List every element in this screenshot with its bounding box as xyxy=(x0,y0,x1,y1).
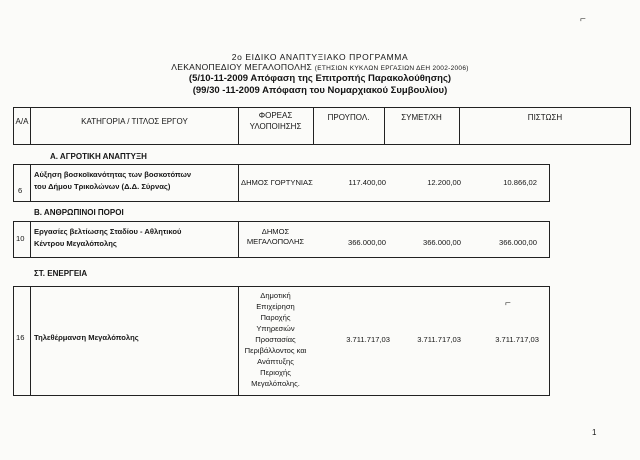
col-aa: Α/Α xyxy=(15,117,29,126)
decision-council: (99/30 -11-2009 Απόφαση του Νομαρχιακού Συμβουλίου) xyxy=(192,85,448,96)
section-title-b: Β. ΑΝΘΡΩΠΙΝΟΙ ΠΟΡΟΙ xyxy=(34,208,124,217)
row-contract: 12.200,00 xyxy=(427,178,461,187)
row-agency-line2: Επιχείρηση xyxy=(256,302,295,311)
row-agency-line7: Ανάπτυξης xyxy=(257,357,294,366)
row-contract: 366.000,00 xyxy=(422,238,461,247)
program-subtitle-main: ΛΕΚΑΝΟΠΕΔΙΟΥ ΜΕΓΑΛΟΠΟΛΗΣ xyxy=(171,62,313,72)
col-agency-l2: ΥΛΟΠΟΙΗΣΗΣ xyxy=(249,122,302,131)
col-category: ΚΑΤΗΓΟΡΙΑ / ΤΙΤΛΟΣ ΕΡΓΟΥ xyxy=(81,117,188,126)
row-credit: 366.000,00 xyxy=(498,238,537,247)
col-contract: ΣΥΜΕΤ/ΧΗ xyxy=(401,113,442,122)
row-aa: 6 xyxy=(18,186,23,195)
row-credit: 10.866,02 xyxy=(503,178,537,187)
section-title-a: Α. ΑΓΡΟΤΙΚΗ ΑΝΑΠΤΥΞΗ xyxy=(50,152,147,161)
row-agency-line1: ΔΗΜΟΣ xyxy=(261,227,290,236)
corner-mark-bottom: ⌐ xyxy=(505,298,511,309)
section-title-st: ΣΤ. ΕΝΕΡΓΕΙΑ xyxy=(34,269,88,278)
row-agency-line1: Δημοτική xyxy=(260,291,291,300)
row-agency-line2: ΜΕΓΑΛΟΠΟΛΗΣ xyxy=(246,237,305,246)
row-title-line1: Εργασίες βελτίωσης Σταδίου - Αθλητικού xyxy=(34,227,182,236)
row-agency-line4: Υπηρεσιών xyxy=(256,324,295,333)
row-credit: 3.711.717,03 xyxy=(495,335,539,344)
program-subtitle xyxy=(0,62,640,72)
row-title-line2: Κέντρου Μεγαλόπολης xyxy=(34,239,117,248)
program-subtitle-note: (ΕΤΗΣΙΩΝ ΚΥΚΛΩΝ ΕΡΓΑΣΙΩΝ ΔΕΗ 2002-2006) xyxy=(314,65,469,72)
row-contract: 3.711.717,03 xyxy=(417,335,461,344)
program-title: 2ο ΕΙΔΙΚΟ ΑΝΑΠΤΥΞΙΑΚΟ ΠΡΟΓΡΑΜΜΑ xyxy=(231,52,409,62)
row-aa: 16 xyxy=(16,333,25,342)
row-agency-line5: Προστασίας xyxy=(255,335,296,344)
row-aa: 10 xyxy=(16,234,25,243)
corner-mark-top: ⌐ xyxy=(580,14,586,25)
row-agency-line6: Περιβάλλοντος και xyxy=(244,346,307,355)
row-title-line2: του Δήμου Τρικολώνων (Δ.Δ. Σύρνας) xyxy=(34,182,171,191)
page-number: 1 xyxy=(592,428,597,437)
row-agency-line8: Περιοχής xyxy=(260,368,291,377)
col-budget: ΠΡΟΥΠΟΛ. xyxy=(327,113,370,122)
row-budget: 3.711.717,03 xyxy=(346,335,390,344)
row-budget: 366.000,00 xyxy=(347,238,386,247)
row-title-line1: Τηλεθέρμανση Μεγαλόπολης xyxy=(34,333,139,342)
row-agency: ΔΗΜΟΣ ΓΟΡΤΥΝΙΑΣ xyxy=(241,178,313,187)
row-title-line1: Αύξηση βοσκοϊκανότητας των βοσκοτόπων xyxy=(34,170,192,179)
row-budget: 117.400,00 xyxy=(348,178,386,187)
col-agency-l1: ΦΟΡΕΑΣ xyxy=(258,111,293,120)
row-agency-line3: Παροχής xyxy=(260,313,291,322)
col-credit: ΠΙΣΤΩΣΗ xyxy=(527,113,563,122)
decision-committee: (5/10-11-2009 Απόφαση της Επιτροπής Παρακολούθησης) xyxy=(188,73,452,84)
row-agency-line9: Μεγαλόπολης. xyxy=(251,379,300,388)
